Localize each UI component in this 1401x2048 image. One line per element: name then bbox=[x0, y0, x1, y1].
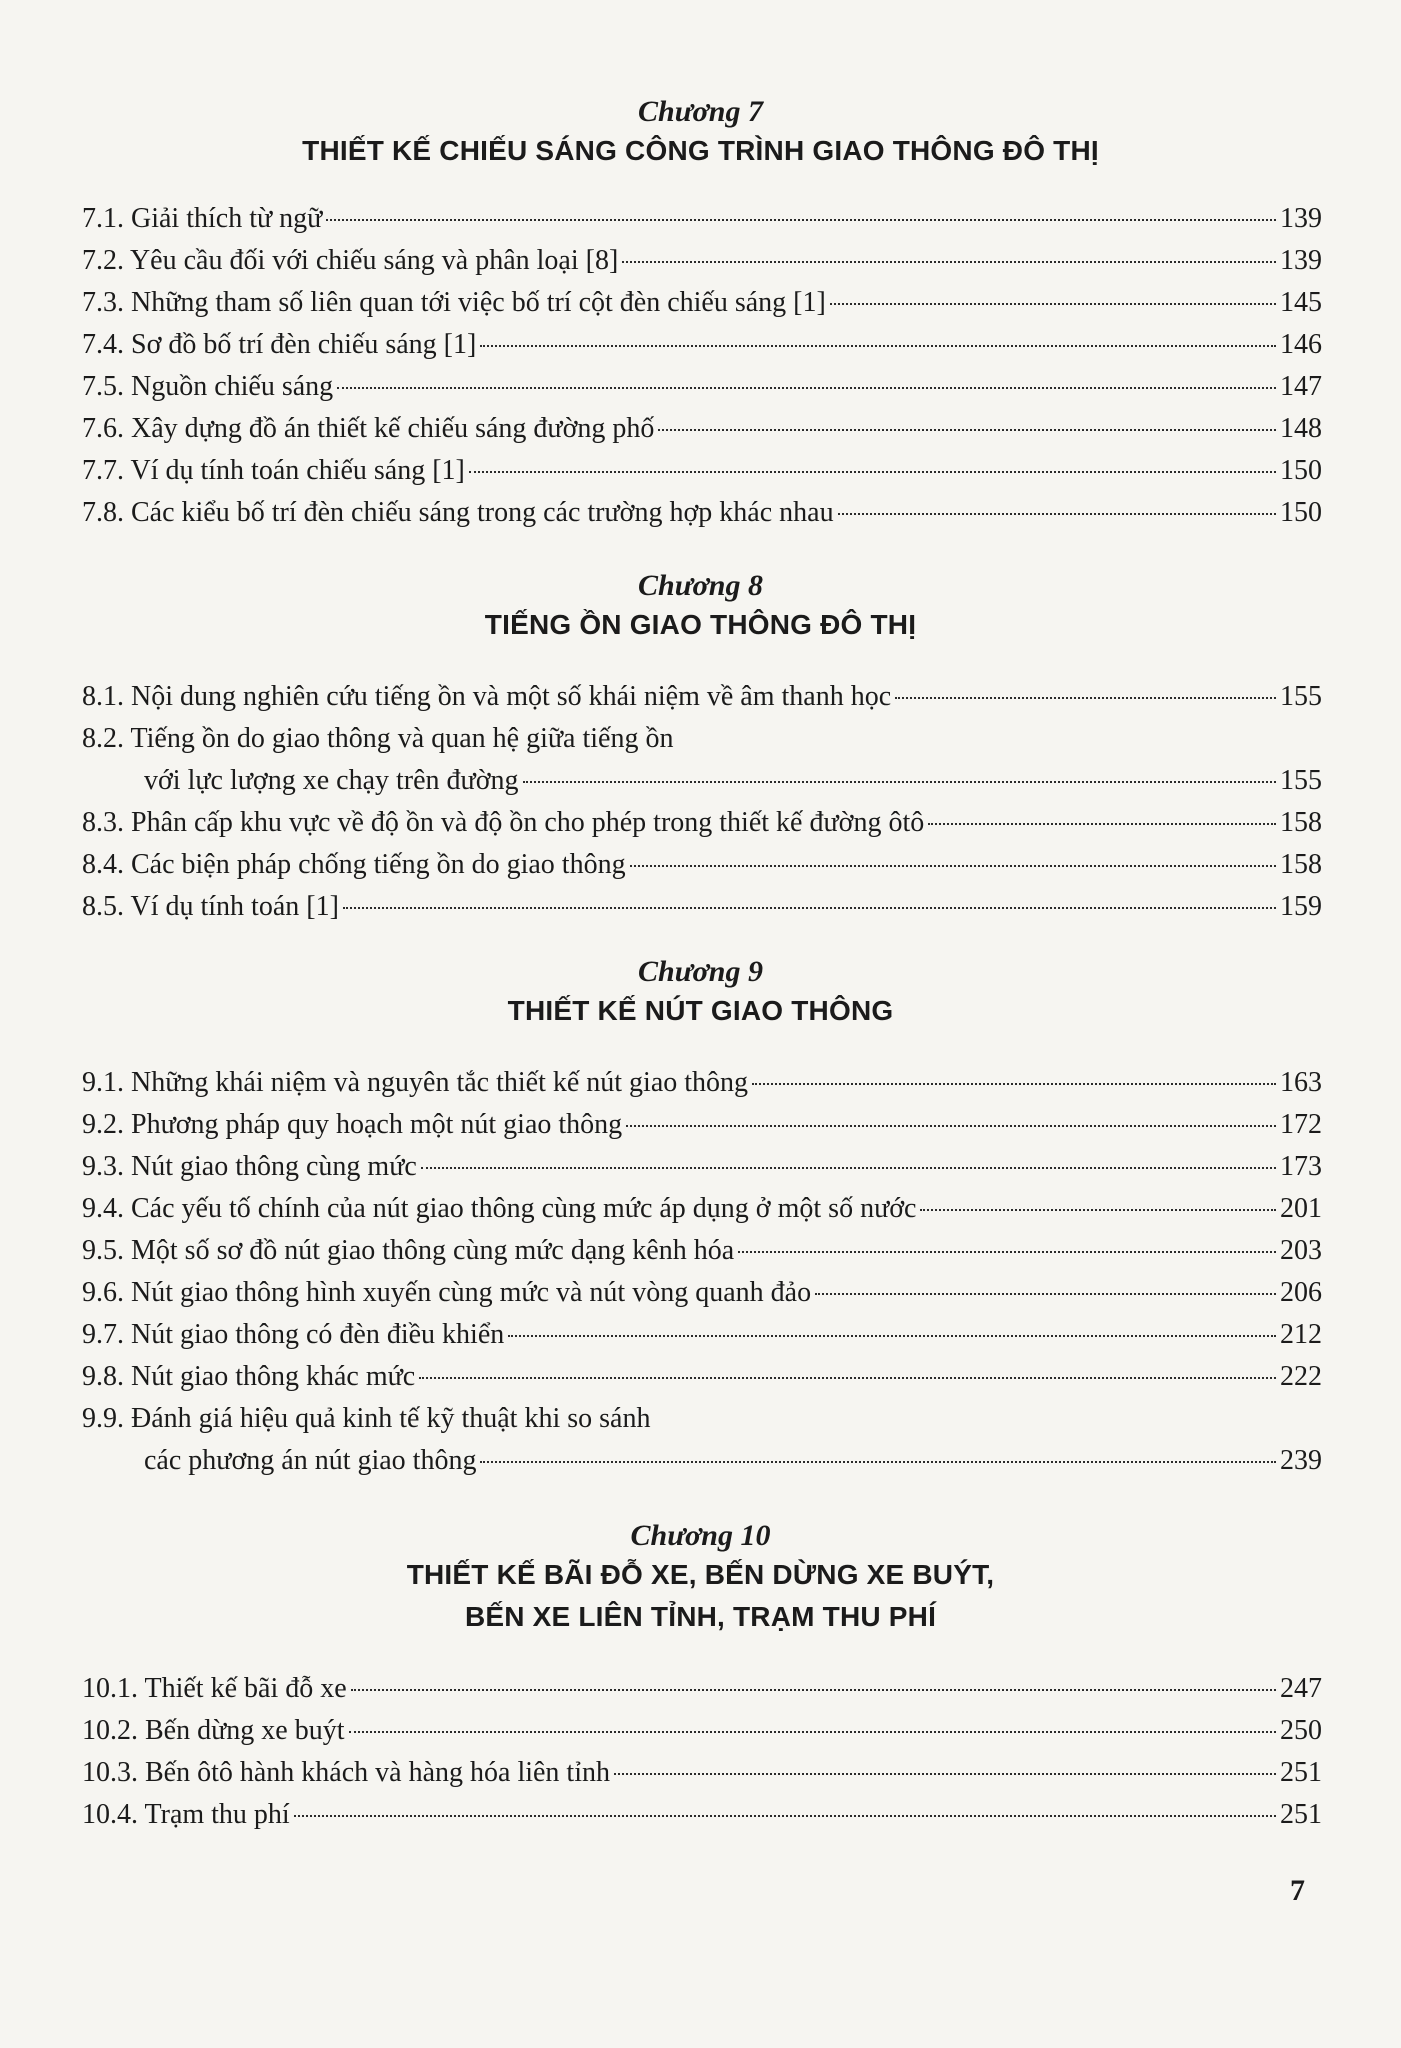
toc-entry[interactable] bbox=[82, 1398, 1322, 1482]
toc-entry[interactable] bbox=[82, 802, 1322, 844]
entry-page: 251 bbox=[1280, 1799, 1322, 1830]
entry-page: 163 bbox=[1280, 1067, 1322, 1098]
chapter-title-line2: BẾN XE LIÊN TỈNH, TRẠM THU PHÍ bbox=[464, 1601, 937, 1632]
chapter-title: THIẾT KẾ BÃI ĐỖ XE, BẾN DỪNG XE BUÝT, bbox=[406, 1559, 995, 1590]
toc-entry[interactable] bbox=[82, 366, 1322, 408]
page-number: 7 bbox=[1290, 1874, 1305, 1907]
toc-entry[interactable] bbox=[82, 1062, 1322, 1104]
entry-title: 10.1. Thiết kế bãi đỗ xe bbox=[82, 1673, 347, 1704]
entry-page: 212 bbox=[1280, 1319, 1322, 1350]
dot-leader bbox=[920, 1209, 1276, 1211]
dot-leader bbox=[523, 781, 1276, 783]
dot-leader bbox=[738, 1251, 1276, 1253]
entry-title: 7.2. Yêu cầu đối với chiếu sáng và phân loại [8] bbox=[82, 245, 619, 276]
entry-title: 9.2. Phương pháp quy hoạch một nút giao thông bbox=[82, 1109, 623, 1140]
chapter-label: Chương 10 bbox=[630, 1519, 771, 1552]
toc-entry[interactable] bbox=[82, 1188, 1322, 1230]
toc-entry[interactable] bbox=[82, 450, 1322, 492]
chapter-label: Chương 7 bbox=[638, 95, 763, 128]
toc-entry[interactable] bbox=[82, 1752, 1322, 1794]
entry-page: 250 bbox=[1280, 1715, 1322, 1746]
entry-title: 9.1. Những khái niệm và nguyên tắc thiết kế nút giao thông bbox=[82, 1067, 749, 1098]
entry-page: 158 bbox=[1280, 849, 1322, 880]
entry-title: 7.3. Những tham số liên quan tới việc bố trí cột đèn chiếu sáng [1] bbox=[82, 287, 826, 318]
dot-leader bbox=[349, 1731, 1277, 1733]
entry-title: 9.7. Nút giao thông có đèn điều khiển bbox=[82, 1319, 505, 1350]
entry-title: 10.4. Trạm thu phí bbox=[82, 1799, 290, 1830]
dot-leader bbox=[480, 1461, 1276, 1463]
entry-page: 201 bbox=[1280, 1193, 1322, 1224]
chapter-title: THIẾT KẾ CHIẾU SÁNG CÔNG TRÌNH GIAO THÔNG ĐÔ THỊ bbox=[302, 135, 1099, 166]
dot-leader bbox=[614, 1773, 1276, 1775]
toc-entry[interactable] bbox=[82, 1230, 1322, 1272]
entry-page: 145 bbox=[1280, 287, 1322, 318]
entry-title: 9.3. Nút giao thông cùng mức bbox=[82, 1151, 417, 1182]
entry-title: 8.5. Ví dụ tính toán [1] bbox=[82, 891, 339, 922]
toc-entry[interactable] bbox=[82, 1272, 1322, 1314]
entry-page: 239 bbox=[1280, 1445, 1322, 1476]
dot-leader bbox=[622, 261, 1276, 263]
dot-leader bbox=[419, 1377, 1276, 1379]
dot-leader bbox=[326, 219, 1276, 221]
chapter-title: THIẾT KẾ NÚT GIAO THÔNG bbox=[507, 995, 894, 1026]
toc-entry[interactable] bbox=[82, 1356, 1322, 1398]
dot-leader bbox=[658, 429, 1276, 431]
dot-leader bbox=[830, 303, 1276, 305]
dot-leader bbox=[480, 345, 1276, 347]
dot-leader bbox=[895, 697, 1276, 699]
entry-title: 10.3. Bến ôtô hành khách và hàng hóa liên tỉnh bbox=[82, 1757, 610, 1788]
entry-page: 150 bbox=[1280, 455, 1322, 486]
entry-page: 139 bbox=[1280, 245, 1322, 276]
dot-leader bbox=[343, 907, 1276, 909]
chapter-7-heading bbox=[0, 94, 1401, 172]
toc-entry[interactable] bbox=[82, 198, 1322, 240]
toc-entry[interactable] bbox=[82, 1104, 1322, 1146]
entry-title: 8.3. Phân cấp khu vực về độ ồn và độ ồn cho phép trong thiết kế đường ôtô bbox=[82, 807, 925, 838]
entry-title: 7.6. Xây dựng đồ án thiết kế chiếu sáng đường phố bbox=[82, 413, 655, 444]
chapter-label: Chương 9 bbox=[638, 955, 763, 988]
entry-title: 9.6. Nút giao thông hình xuyến cùng mức và nút vòng quanh đảo bbox=[82, 1277, 812, 1308]
entry-title: 9.4. Các yếu tố chính của nút giao thông cùng mức áp dụng ở một số nước bbox=[82, 1193, 917, 1224]
dot-leader bbox=[752, 1083, 1276, 1085]
toc-entry[interactable] bbox=[82, 1146, 1322, 1188]
dot-leader bbox=[928, 823, 1276, 825]
dot-leader bbox=[469, 471, 1276, 473]
dot-leader bbox=[421, 1167, 1276, 1169]
dot-leader bbox=[626, 1125, 1276, 1127]
chapter-8-entries bbox=[82, 676, 1322, 928]
entry-title: 10.2. Bến dừng xe buýt bbox=[82, 1715, 345, 1746]
entry-title: 7.8. Các kiểu bố trí đèn chiếu sáng trong các trường hợp khác nhau bbox=[82, 497, 834, 528]
chapter-10-heading bbox=[0, 1518, 1401, 1638]
entry-page: 251 bbox=[1280, 1757, 1322, 1788]
entry-title: 7.1. Giải thích từ ngữ bbox=[82, 203, 323, 234]
dot-leader bbox=[508, 1335, 1276, 1337]
entry-page: 222 bbox=[1280, 1361, 1322, 1392]
entry-page: 146 bbox=[1280, 329, 1322, 360]
entry-page: 206 bbox=[1280, 1277, 1322, 1308]
entry-title: 8.2. Tiếng ồn do giao thông và quan hệ giữa tiếng ồn bbox=[82, 723, 674, 754]
toc-entry[interactable] bbox=[82, 844, 1322, 886]
entry-title: 9.8. Nút giao thông khác mức bbox=[82, 1361, 416, 1392]
entry-title: 7.7. Ví dụ tính toán chiếu sáng [1] bbox=[82, 455, 465, 486]
toc-entry[interactable] bbox=[82, 408, 1322, 450]
dot-leader bbox=[351, 1689, 1276, 1691]
entry-page: 155 bbox=[1280, 681, 1322, 712]
toc-entry[interactable] bbox=[82, 1794, 1322, 1836]
toc-entry[interactable] bbox=[82, 718, 1322, 802]
dot-leader bbox=[630, 865, 1276, 867]
entry-title-cont: với lực lượng xe chạy trên đường bbox=[144, 765, 519, 796]
entry-page: 203 bbox=[1280, 1235, 1322, 1266]
toc-entry[interactable] bbox=[82, 1710, 1322, 1752]
toc-entry[interactable] bbox=[82, 886, 1322, 928]
dot-leader bbox=[337, 387, 1276, 389]
entry-title: 8.4. Các biện pháp chống tiếng ồn do giao thông bbox=[82, 849, 626, 880]
entry-page: 148 bbox=[1280, 413, 1322, 444]
entry-title: 9.9. Đánh giá hiệu quả kinh tế kỹ thuật khi so sánh bbox=[82, 1403, 651, 1434]
chapter-8-heading bbox=[0, 568, 1401, 646]
entry-page: 173 bbox=[1280, 1151, 1322, 1182]
chapter-title: TIẾNG ỒN GIAO THÔNG ĐÔ THỊ bbox=[484, 609, 917, 640]
chapter-9-entries bbox=[82, 1062, 1322, 1482]
dot-leader bbox=[838, 513, 1276, 515]
entry-title: 9.5. Một số sơ đồ nút giao thông cùng mức dạng kênh hóa bbox=[82, 1235, 735, 1266]
entry-page: 150 bbox=[1280, 497, 1322, 528]
entry-page: 172 bbox=[1280, 1109, 1322, 1140]
toc-entry[interactable] bbox=[82, 324, 1322, 366]
entry-page: 158 bbox=[1280, 807, 1322, 838]
toc-entry[interactable] bbox=[82, 1668, 1322, 1710]
chapter-10-entries bbox=[82, 1668, 1322, 1836]
entry-title: 7.4. Sơ đồ bố trí đèn chiếu sáng [1] bbox=[82, 329, 477, 360]
toc-entry[interactable] bbox=[82, 676, 1322, 718]
entry-title: 7.5. Nguồn chiếu sáng bbox=[82, 371, 334, 402]
dot-leader bbox=[815, 1293, 1276, 1295]
chapter-label: Chương 8 bbox=[638, 569, 763, 602]
toc-entry[interactable] bbox=[82, 1314, 1322, 1356]
entry-title: 8.1. Nội dung nghiên cứu tiếng ồn và một số khái niệm về âm thanh học bbox=[82, 681, 892, 712]
entry-page: 159 bbox=[1280, 891, 1322, 922]
entry-title-cont: các phương án nút giao thông bbox=[144, 1445, 477, 1476]
toc-entry[interactable] bbox=[82, 282, 1322, 324]
dot-leader bbox=[294, 1815, 1276, 1817]
entry-page: 155 bbox=[1280, 765, 1322, 796]
entry-page: 139 bbox=[1280, 203, 1322, 234]
entry-page: 147 bbox=[1280, 371, 1322, 402]
toc-entry[interactable] bbox=[82, 240, 1322, 282]
entry-page: 247 bbox=[1280, 1673, 1322, 1704]
toc-entry[interactable] bbox=[82, 492, 1322, 534]
chapter-9-heading bbox=[0, 954, 1401, 1032]
chapter-7-entries bbox=[82, 198, 1322, 534]
